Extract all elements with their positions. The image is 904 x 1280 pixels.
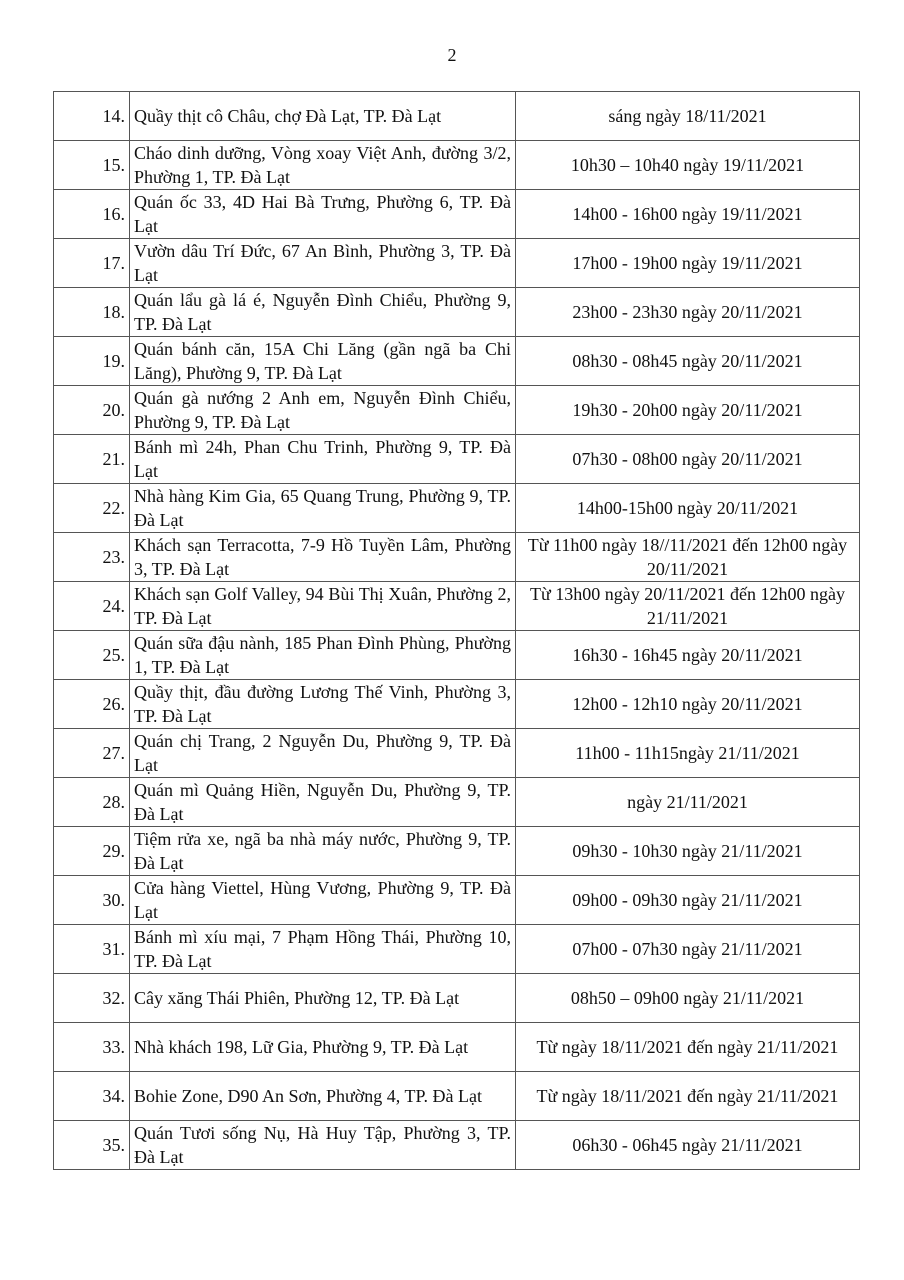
table-row xyxy=(54,386,860,435)
locations-table xyxy=(53,91,860,1170)
row-number-cell: 22. xyxy=(54,484,130,533)
row-number-cell: 26. xyxy=(54,680,130,729)
location-cell: Quán gà nướng 2 Anh em, Nguyễn Đình Chiểu, Phường 9, TP. Đà Lạt xyxy=(130,386,516,435)
row-number-cell: 35. xyxy=(54,1121,130,1170)
table-row xyxy=(54,435,860,484)
time-cell: 09h30 - 10h30 ngày 21/11/2021 xyxy=(516,827,860,876)
location-cell: Bánh mì xíu mại, 7 Phạm Hồng Thái, Phường 10, TP. Đà Lạt xyxy=(130,925,516,974)
time-cell: 14h00 - 16h00 ngày 19/11/2021 xyxy=(516,190,860,239)
table-row xyxy=(54,925,860,974)
table-row xyxy=(54,778,860,827)
time-cell: 14h00-15h00 ngày 20/11/2021 xyxy=(516,484,860,533)
time-cell: ngày 21/11/2021 xyxy=(516,778,860,827)
row-number-cell: 24. xyxy=(54,582,130,631)
row-number-cell: 30. xyxy=(54,876,130,925)
table-row xyxy=(54,288,860,337)
location-cell: Bohie Zone, D90 An Sơn, Phường 4, TP. Đà Lạt xyxy=(130,1072,516,1121)
time-cell: 07h30 - 08h00 ngày 20/11/2021 xyxy=(516,435,860,484)
row-number-cell: 21. xyxy=(54,435,130,484)
location-cell: Quán bánh căn, 15A Chi Lăng (gần ngã ba Chi Lăng), Phường 9, TP. Đà Lạt xyxy=(130,337,516,386)
table-row xyxy=(54,631,860,680)
time-cell: Từ 11h00 ngày 18//11/2021 đến 12h00 ngày 20/11/2021 xyxy=(516,533,860,582)
row-number-cell: 23. xyxy=(54,533,130,582)
table-row xyxy=(54,141,860,190)
location-cell: Quán Tươi sống Nụ, Hà Huy Tập, Phường 3, TP. Đà Lạt xyxy=(130,1121,516,1170)
table-row xyxy=(54,484,860,533)
table-row xyxy=(54,1121,860,1170)
locations-table-body xyxy=(54,92,860,1170)
table-row xyxy=(54,190,860,239)
time-cell: 07h00 - 07h30 ngày 21/11/2021 xyxy=(516,925,860,974)
location-cell: Nhà hàng Kim Gia, 65 Quang Trung, Phường 9, TP. Đà Lạt xyxy=(130,484,516,533)
page-number: 2 xyxy=(447,45,457,65)
time-cell: 08h30 - 08h45 ngày 20/11/2021 xyxy=(516,337,860,386)
table-row xyxy=(54,239,860,288)
location-cell: Quầy thịt, đầu đường Lương Thế Vinh, Phường 3, TP. Đà Lạt xyxy=(130,680,516,729)
row-number-cell: 20. xyxy=(54,386,130,435)
table-row xyxy=(54,729,860,778)
row-number-cell: 31. xyxy=(54,925,130,974)
table-row xyxy=(54,680,860,729)
location-cell: Khách sạn Golf Valley, 94 Bùi Thị Xuân, Phường 2, TP. Đà Lạt xyxy=(130,582,516,631)
location-cell: Quán sữa đậu nành, 185 Phan Đình Phùng, Phường 1, TP. Đà Lạt xyxy=(130,631,516,680)
row-number-cell: 32. xyxy=(54,974,130,1023)
location-cell: Vườn dâu Trí Đức, 67 An Bình, Phường 3, TP. Đà Lạt xyxy=(130,239,516,288)
location-cell: Bánh mì 24h, Phan Chu Trinh, Phường 9, TP. Đà Lạt xyxy=(130,435,516,484)
table-row xyxy=(54,337,860,386)
time-cell: sáng ngày 18/11/2021 xyxy=(516,92,860,141)
time-cell: Từ ngày 18/11/2021 đến ngày 21/11/2021 xyxy=(516,1023,860,1072)
table-row xyxy=(54,582,860,631)
row-number-cell: 18. xyxy=(54,288,130,337)
location-cell: Nhà khách 198, Lữ Gia, Phường 9, TP. Đà Lạt xyxy=(130,1023,516,1072)
row-number-cell: 27. xyxy=(54,729,130,778)
row-number-cell: 15. xyxy=(54,141,130,190)
time-cell: Từ 13h00 ngày 20/11/2021 đến 12h00 ngày 21/11/2021 xyxy=(516,582,860,631)
time-cell: 09h00 - 09h30 ngày 21/11/2021 xyxy=(516,876,860,925)
time-cell: 08h50 – 09h00 ngày 21/11/2021 xyxy=(516,974,860,1023)
row-number-cell: 33. xyxy=(54,1023,130,1072)
location-cell: Tiệm rửa xe, ngã ba nhà máy nước, Phường 9, TP. Đà Lạt xyxy=(130,827,516,876)
table-row xyxy=(54,827,860,876)
time-cell: 23h00 - 23h30 ngày 20/11/2021 xyxy=(516,288,860,337)
time-cell: 06h30 - 06h45 ngày 21/11/2021 xyxy=(516,1121,860,1170)
table-row xyxy=(54,876,860,925)
time-cell: 12h00 - 12h10 ngày 20/11/2021 xyxy=(516,680,860,729)
table-row xyxy=(54,533,860,582)
time-cell: 17h00 - 19h00 ngày 19/11/2021 xyxy=(516,239,860,288)
time-cell: 19h30 - 20h00 ngày 20/11/2021 xyxy=(516,386,860,435)
table-row xyxy=(54,92,860,141)
row-number-cell: 17. xyxy=(54,239,130,288)
row-number-cell: 28. xyxy=(54,778,130,827)
table-row xyxy=(54,1072,860,1121)
table-row xyxy=(54,1023,860,1072)
location-cell: Cháo dinh dưỡng, Vòng xoay Việt Anh, đường 3/2, Phường 1, TP. Đà Lạt xyxy=(130,141,516,190)
row-number-cell: 29. xyxy=(54,827,130,876)
row-number-cell: 34. xyxy=(54,1072,130,1121)
row-number-cell: 25. xyxy=(54,631,130,680)
location-cell: Quầy thịt cô Châu, chợ Đà Lạt, TP. Đà Lạt xyxy=(130,92,516,141)
row-number-cell: 19. xyxy=(54,337,130,386)
time-cell: Từ ngày 18/11/2021 đến ngày 21/11/2021 xyxy=(516,1072,860,1121)
row-number-cell: 14. xyxy=(54,92,130,141)
location-cell: Cây xăng Thái Phiên, Phường 12, TP. Đà Lạt xyxy=(130,974,516,1023)
location-cell: Quán mì Quảng Hiền, Nguyễn Du, Phường 9, TP. Đà Lạt xyxy=(130,778,516,827)
location-cell: Quán ốc 33, 4D Hai Bà Trưng, Phường 6, TP. Đà Lạt xyxy=(130,190,516,239)
location-cell: Cửa hàng Viettel, Hùng Vương, Phường 9, TP. Đà Lạt xyxy=(130,876,516,925)
time-cell: 11h00 - 11h15ngày 21/11/2021 xyxy=(516,729,860,778)
location-cell: Khách sạn Terracotta, 7-9 Hồ Tuyền Lâm, Phường 3, TP. Đà Lạt xyxy=(130,533,516,582)
table-row xyxy=(54,974,860,1023)
location-cell: Quán chị Trang, 2 Nguyễn Du, Phường 9, TP. Đà Lạt xyxy=(130,729,516,778)
row-number-cell: 16. xyxy=(54,190,130,239)
time-cell: 16h30 - 16h45 ngày 20/11/2021 xyxy=(516,631,860,680)
location-cell: Quán lẩu gà lá é, Nguyễn Đình Chiểu, Phường 9, TP. Đà Lạt xyxy=(130,288,516,337)
time-cell: 10h30 – 10h40 ngày 19/11/2021 xyxy=(516,141,860,190)
